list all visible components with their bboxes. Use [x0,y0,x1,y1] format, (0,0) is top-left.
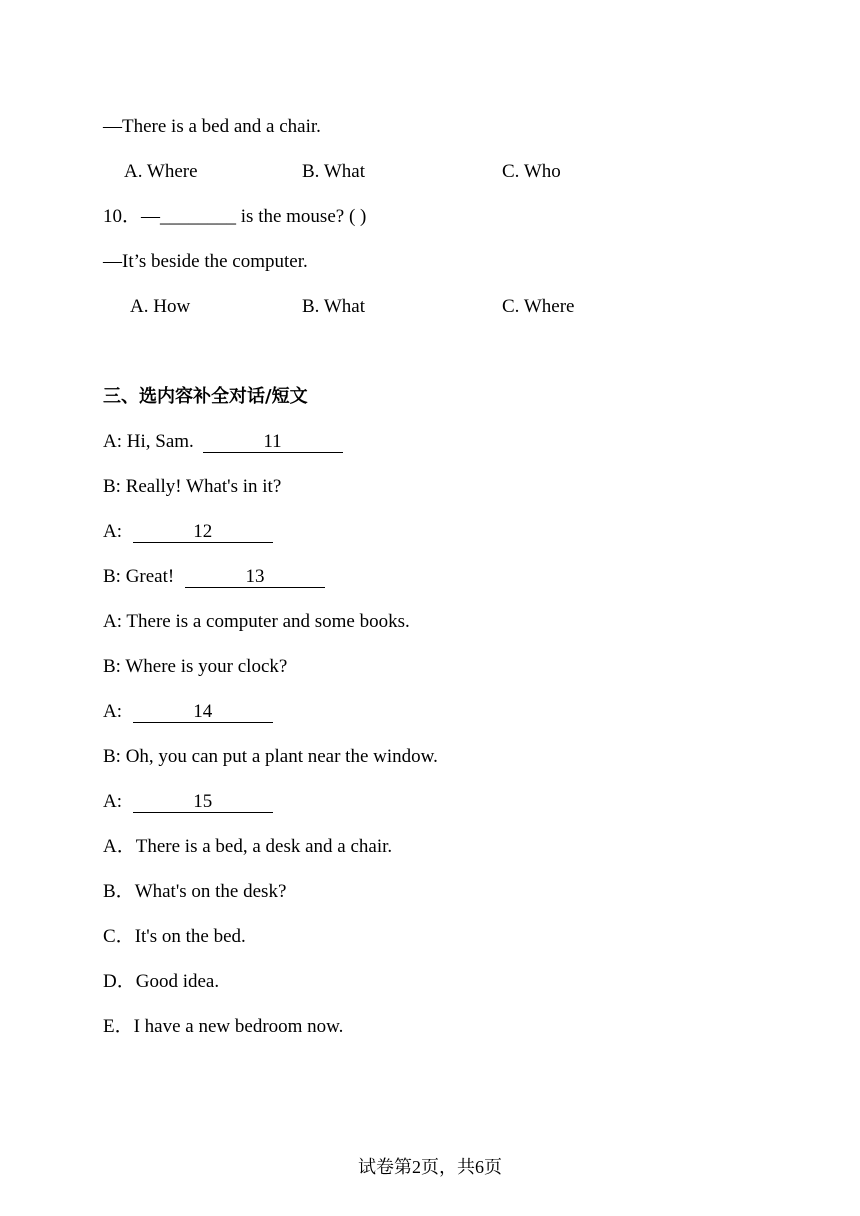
dialogue-line-4 [103,565,325,589]
dialogue-line-8: B: Oh, you can put a plant near the window. [103,746,438,767]
q9-option-a [124,160,198,184]
option-letter: A. [124,161,143,182]
q9-option-b [302,160,365,184]
dialogue-blank-15: 15 [133,792,273,813]
option-letter: A. [130,296,149,317]
option-text: Who [523,161,561,182]
option-letter: C. [502,161,520,182]
choice-letter: D． [103,971,136,992]
dialogue-line-2: B: Really! What's in it? [103,476,282,497]
q10-stem [103,205,366,229]
choice-text: Good idea. [135,971,220,992]
choice-text: I have a new bedroom now. [133,1016,344,1037]
q10-option-a [130,295,190,319]
dialogue-blank-12: 12 [133,522,273,543]
dialogue-line-1 [103,430,343,454]
q10-option-c [502,295,575,319]
dialogue-blank-14: 14 [133,702,273,723]
dialogue-line-7 [103,700,273,724]
dialogue-blank-11: 11 [203,432,343,453]
dialogue-line-3 [103,520,273,544]
choice-a [103,835,392,859]
option-letter: B. [302,296,320,317]
option-letter: C. [502,296,520,317]
dialogue-text: A: [103,701,127,722]
option-text: Where [523,296,575,317]
choice-d [103,970,219,994]
choice-text: What's on the desk? [134,881,287,902]
choice-letter: A． [103,836,136,857]
question-text: is the mouse? ( ) [236,206,367,227]
question-blank: ________ [160,206,237,227]
q9-answer-line: —There is a bed and a chair. [103,116,321,137]
dialogue-line-5: A: There is a computer and some books. [103,611,410,632]
dialogue-line-6: B: Where is your clock? [103,656,288,677]
section-title: 三、选内容补全对话/短文 [103,386,308,407]
page-footer: 试卷第2页，共6页 [358,1157,502,1177]
option-text: Where [146,161,198,182]
q10-answer-line: —It’s beside the computer. [103,251,308,272]
option-letter: B. [302,161,320,182]
dialogue-line-9 [103,790,273,814]
q10-option-b [302,295,365,319]
dialogue-text: A: Hi, Sam. [103,431,199,452]
q9-option-c [502,160,561,184]
choice-text: It's on the bed. [134,926,246,947]
option-text: What [323,296,366,317]
dialogue-text: B: Great! [103,566,179,587]
dialogue-text: A: [103,791,127,812]
option-text: What [323,161,366,182]
choice-letter: B． [103,881,135,902]
question-number: 10． [103,206,142,227]
dialogue-blank-13: 13 [185,567,325,588]
choice-letter: C． [103,926,135,947]
choice-text: There is a bed, a desk and a chair. [135,836,393,857]
choice-e [103,1015,343,1039]
question-dash: — [141,206,161,227]
choice-b [103,880,286,904]
option-text: How [153,296,191,317]
dialogue-text: A: [103,521,127,542]
choice-c [103,925,246,949]
choice-letter: E． [103,1016,134,1037]
